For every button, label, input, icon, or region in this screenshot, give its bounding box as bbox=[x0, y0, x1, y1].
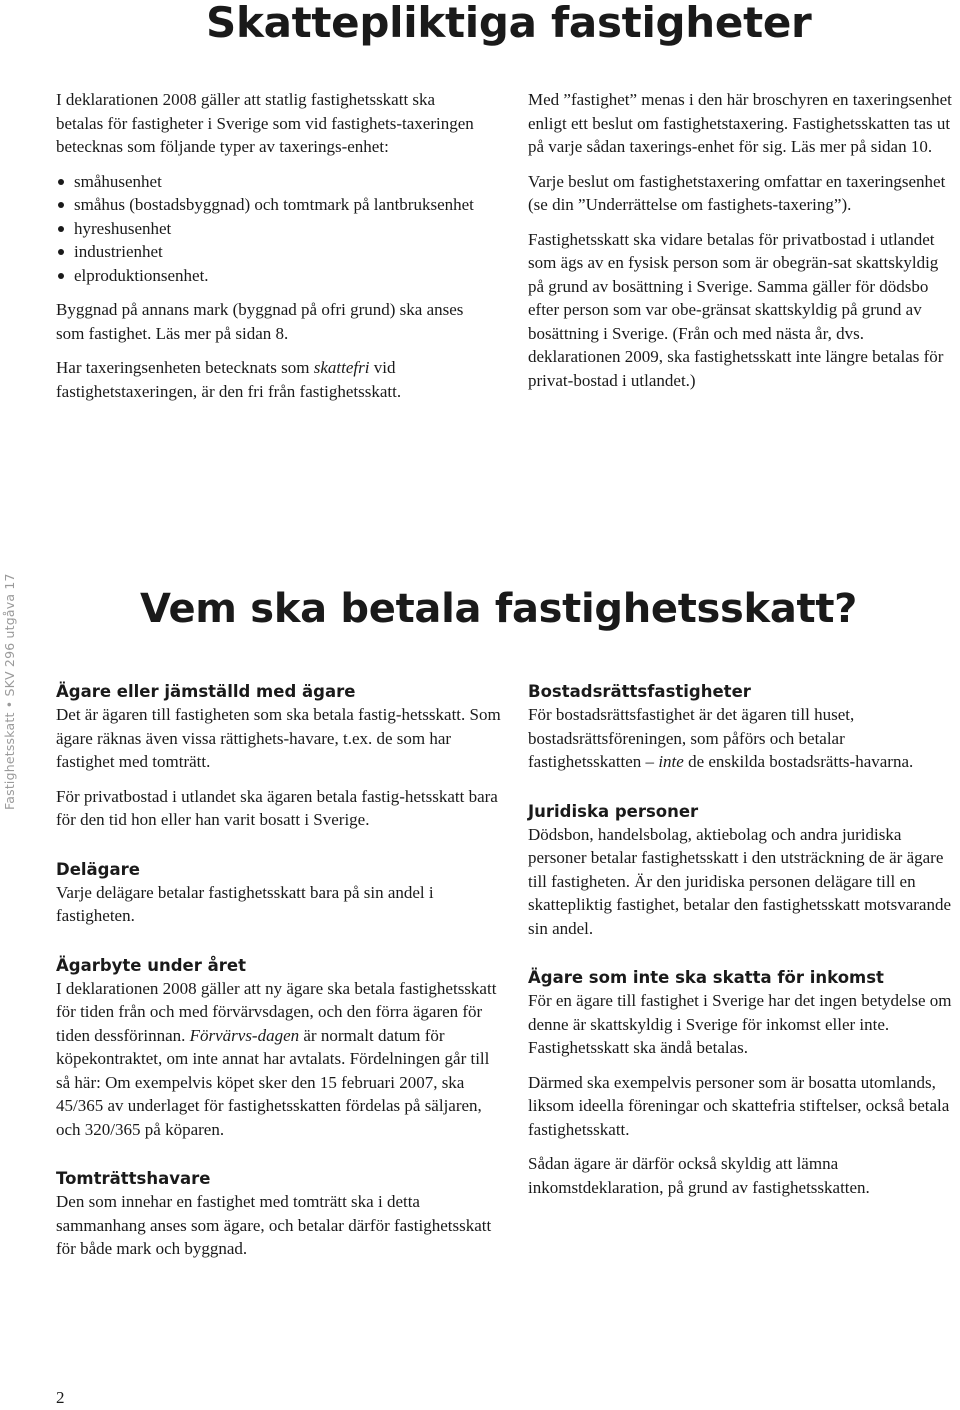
who-pays-column-right bbox=[528, 681, 960, 1210]
legal-entities-paragraph: Dödsbon, handelsbolag, aktiebolag och andra juridiska personer betalar fastighetsskatt i den utsträckning de är ägare till fastigheten. Är den juridiska personen delägare till en skattepliktig fastighet, betalar den fastighetsskatt motsvarande sin andel. bbox=[528, 824, 951, 938]
section-title: Vem ska betala fastighetsskatt? bbox=[140, 586, 858, 632]
intro-column-left bbox=[56, 88, 486, 414]
housing-coop-paragraph: För bostadsrättsfastighet är det ägaren till huset, bostadsrättsföreningen, som påförs och betalar fastighetsskatten – inte de enskilda bostadsrätts-havarna. bbox=[528, 705, 914, 771]
taxering-decision-paragraph: Varje beslut om fastighetstaxering omfattar en taxeringsenhet (se din ”Underrättelse om fastighets-taxering”). bbox=[528, 171, 946, 214]
heading-owner-change: Ägarbyte under året bbox=[56, 955, 246, 975]
bullet-icon bbox=[58, 226, 64, 232]
list-item: hyreshusenhet bbox=[56, 217, 486, 241]
heading-legal-entities: Juridiska personer bbox=[528, 801, 699, 821]
bullet-icon bbox=[58, 273, 64, 279]
heading-part-owner: Delägare bbox=[56, 859, 140, 879]
who-pays-column-left bbox=[56, 681, 501, 1272]
bullet-icon bbox=[58, 202, 64, 208]
ofri-grund-paragraph: Byggnad på annans mark (byggnad på ofri grund) ska anses som fastighet. Läs mer på sidan 8. bbox=[56, 300, 464, 343]
heading-leaseholder: Tomträttshavare bbox=[56, 1169, 211, 1188]
skattefri-paragraph: Har taxeringsenheten betecknats som skattefri vid fastighetstaxeringen, är den fri från fastighetsskatt. bbox=[56, 358, 402, 401]
intro-column-right bbox=[528, 88, 958, 403]
non-taxable-paragraph-2: Därmed ska exempelvis personer som är bosatta utomlands, liksom ideella föreningar och skattefria stiftelser, också betala fastighetsskatt. bbox=[528, 1072, 950, 1139]
heading-non-taxable-owner: Ägare som inte ska skatta för inkomst bbox=[528, 968, 884, 987]
owner-paragraph-1: Det är ägaren till fastigheten som ska betala fastig-hetsskatt. Som ägare räknas även vissa rättighets-havare, t.ex. de som har fastighet med tomträtt. bbox=[56, 705, 501, 771]
list-item: industrienhet bbox=[56, 240, 486, 264]
heading-owner: Ägare eller jämställd med ägare bbox=[56, 682, 356, 701]
property-type-list bbox=[56, 170, 486, 288]
bullet-icon bbox=[58, 179, 64, 185]
fastighet-definition-paragraph: Med ”fastighet” menas i den här broschyren en taxeringsenhet enligt ett beslut om fastighetstaxering. Fastighetsskatten tas ut på varje sådan taxerings-enhet för sig. Läs mer på sidan 10. bbox=[528, 90, 952, 156]
list-item: småhusenhet bbox=[56, 170, 486, 194]
leaseholder-paragraph: Den som innehar en fastighet med tomträtt ska i detta sammanhang anses som ägare, och betalar därför fastighetsskatt för både mark och byggnad. bbox=[56, 1192, 492, 1258]
part-owner-paragraph: Varje delägare betalar fastighetsskatt bara på sin andel i fastigheten. bbox=[56, 882, 434, 925]
foreign-residence-paragraph: Fastighetsskatt ska vidare betalas för privatbostad i utlandet som ägs av en fysisk person som är obegrän-sat skattskyldig på grund av bosättning i Sverige. Samma gäller för dödsbo efter person som var obe-gränsat skattskyldig på grund av bosättning i Sverige. (Från och med nästa år, dvs. deklarationen 2009, ska fastighetsskatt inte längre betalas för privat-bostad i utlandet.) bbox=[528, 229, 944, 390]
owner-paragraph-2: För privatbostad i utlandet ska ägaren betala fastig-hetsskatt bara för den tid hon eller han varit bosatt i Sverige. bbox=[56, 786, 498, 829]
list-item: elproduktionsenhet. bbox=[56, 264, 486, 288]
page-title: Skattepliktiga fastigheter bbox=[206, 0, 812, 47]
heading-housing-coop: Bostadsrättsfastigheter bbox=[528, 682, 751, 701]
page-number: 2 bbox=[56, 1388, 65, 1407]
bullet-icon bbox=[58, 249, 64, 255]
side-running-label: Fastighetsskatt • SKV 296 utgåva 17 bbox=[2, 573, 17, 810]
owner-change-paragraph: I deklarationen 2008 gäller att ny ägare ska betala fastighetsskatt för tiden från och med förvärvsdagen, och den förra ägaren för tiden dessförinnan. Förvärvs-dagen är normalt datum för köpekontraktet, om inte annat har avtalats. Fördelningen går till så här: Om exempelvis köpet sker den 15 februari 2007, ska 45/365 av underlaget för fastighetsskatten fördelas på säljaren, och 320/365 på köparen. bbox=[56, 978, 497, 1139]
non-taxable-paragraph-1: För en ägare till fastighet i Sverige har det ingen betydelse om denne är skattskyldig i Sverige för inkomst eller inte. Fastighetsskatt ska ändå betalas. bbox=[528, 991, 952, 1057]
intro-paragraph: I deklarationen 2008 gäller att statlig fastighetsskatt ska betalas för fastigheter i Sverige som vid fastighets-taxeringen betecknas som följande typer av taxerings-enhet: bbox=[56, 90, 474, 156]
list-item: småhus (bostadsbyggnad) och tomtmark på lantbruksenhet bbox=[56, 193, 486, 217]
non-taxable-paragraph-3: Sådan ägare är därför också skyldig att lämna inkomstdeklaration, på grund av fastighetsskatten. bbox=[528, 1154, 870, 1197]
